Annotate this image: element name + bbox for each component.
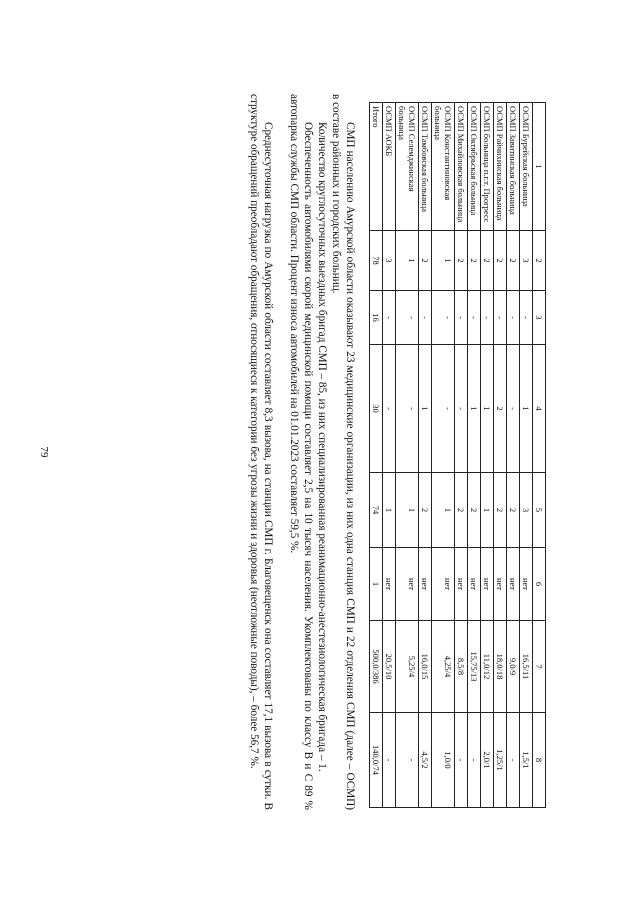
table-cell: 1,5/1 — [520, 713, 533, 808]
table-cell: нет — [468, 548, 481, 621]
table-cell: нет — [507, 548, 520, 621]
table-cell: 1 — [520, 345, 533, 473]
column-header: 5 — [533, 473, 546, 548]
table-cell: нет — [494, 548, 507, 621]
table-body — [370, 103, 533, 808]
table-cell: 2 — [507, 231, 520, 291]
column-header: 2 — [533, 231, 546, 291]
table-cell: 3 — [520, 231, 533, 291]
table-cell: 1 — [383, 473, 396, 548]
table-cell: - — [468, 291, 481, 345]
table-cell: 1 — [396, 231, 419, 291]
table-cell: 1 — [468, 345, 481, 473]
table-cell: - — [383, 291, 396, 345]
table-cell: - — [396, 291, 419, 345]
table-cell: 8,5/8 — [455, 621, 468, 713]
table-cell: - — [396, 713, 419, 808]
table-cell: 15,75/13 — [468, 621, 481, 713]
table-cell: нет — [383, 548, 396, 621]
table-cell-name: ОСМП Октябрьская больница — [468, 103, 481, 231]
table-cell: - — [455, 345, 468, 473]
paragraph: Количество круглосуточных выездных бригад СМП – 85, из них специализированная реанимационно-анестезиологическая бригада – 1. — [316, 122, 328, 772]
table-header-row — [533, 103, 546, 808]
table-cell: - — [481, 291, 494, 345]
table-cell: 4,5/2 — [419, 713, 432, 808]
table-cell: 1 — [481, 473, 494, 548]
table-row — [481, 103, 494, 808]
table-cell: - — [455, 291, 468, 345]
table-cell: 2 — [481, 231, 494, 291]
table-cell-name: ОСМП Михайловская больница — [455, 103, 468, 231]
table-cell: 74 — [370, 473, 383, 548]
table-cell: 2 — [468, 231, 481, 291]
table-cell: - — [520, 291, 533, 345]
body-text — [247, 94, 357, 810]
ambulance-stats-table — [369, 102, 546, 808]
table-cell: 500,0/386 — [370, 621, 383, 713]
table-cell: 2 — [455, 231, 468, 291]
table-cell: 1,0/0 — [432, 713, 455, 808]
table-cell: 1 — [432, 231, 455, 291]
table-cell: 1 — [370, 548, 383, 621]
table-cell: 140,0/74 — [370, 713, 383, 808]
page-number: 79 — [38, 446, 50, 458]
table-cell: - — [419, 291, 432, 345]
table-cell: 18,0/18 — [494, 621, 507, 713]
table-cell: - — [432, 291, 455, 345]
column-header: 4 — [533, 345, 546, 473]
table-cell-name: ОСМП Селемджинская больница — [396, 103, 419, 231]
table-cell: - — [507, 713, 520, 808]
table-row — [468, 103, 481, 808]
table-cell: 11,0/12 — [481, 621, 494, 713]
paragraph: Обеспеченность автомобилями скорой медицинской помощи составляет 2,5 на 10 тысяч населения. Укомплектованы по классу В и С 89 % автопарка службы СМП области. Процент износа автомобилей на 01.01.2023 составляет 59,5 %. — [288, 94, 314, 810]
table-cell: 3 — [383, 231, 396, 291]
table-cell: 2 — [419, 473, 432, 548]
table-cell-name: ОСМП Райчихинская больница — [494, 103, 507, 231]
table-cell: 9,0/9 — [507, 621, 520, 713]
table-cell: 30 — [370, 345, 383, 473]
table-cell: 1 — [432, 473, 455, 548]
table-cell: 2,0/1 — [481, 713, 494, 808]
table-row — [419, 103, 432, 808]
column-header: 8 — [533, 713, 546, 808]
table-row — [370, 103, 383, 808]
table-cell: - — [494, 291, 507, 345]
table-cell-name: ОСМП АОКБ — [383, 103, 396, 231]
table-cell: нет — [432, 548, 455, 621]
table-row — [520, 103, 533, 808]
table-cell: 2 — [455, 473, 468, 548]
table-cell-name: ОСМП больница п.г.т. Прогресс — [481, 103, 494, 231]
table-cell: - — [383, 345, 396, 473]
table-cell: 2 — [419, 231, 432, 291]
column-header: 1 — [533, 103, 546, 231]
table-cell: 1 — [481, 345, 494, 473]
table-cell: 2 — [494, 345, 507, 473]
table-cell: 78 — [370, 231, 383, 291]
table-cell: 1 — [419, 345, 432, 473]
table-row — [494, 103, 507, 808]
table-cell: - — [468, 713, 481, 808]
table-cell: 3 — [520, 473, 533, 548]
table-cell: нет — [419, 548, 432, 621]
table-cell: - — [432, 345, 455, 473]
table-cell-name: ОСМП Завитинская больница — [507, 103, 520, 231]
table-cell: нет — [481, 548, 494, 621]
table-cell-name: Итого — [370, 103, 383, 231]
table-cell-name: ОСМП Константиновская больница — [432, 103, 455, 231]
table-row — [432, 103, 455, 808]
table-cell: 5,25/4 — [396, 621, 419, 713]
table-cell: - — [396, 345, 419, 473]
table-cell: 2 — [494, 231, 507, 291]
table-cell: 16,0/15 — [419, 621, 432, 713]
paragraph: Среднесуточная нагрузка по Амурской области составляет 8,3 вызова, на станции СМП г. Благовещенск она составляет 17,1 вызова в сутки. В структуре обращений преобладают обращения, относящиеся к категории без угрозы жизни и здоровья (неотложные поводы), – более 56,7 %. — [248, 94, 274, 810]
table-cell: - — [507, 291, 520, 345]
table-row — [383, 103, 396, 808]
table-cell: 4,25/4 — [432, 621, 455, 713]
table-row — [396, 103, 419, 808]
table-cell: 16,5/11 — [520, 621, 533, 713]
table-row — [455, 103, 468, 808]
table-cell: 16 — [370, 291, 383, 345]
table-cell: 1 — [396, 473, 419, 548]
table-cell-name: ОСМП Бурейская больница — [520, 103, 533, 231]
table-cell: 2 — [507, 473, 520, 548]
table-cell: 2 — [468, 473, 481, 548]
table-cell: нет — [396, 548, 419, 621]
table-cell: 2 — [494, 473, 507, 548]
paragraph: СМП населению Амурской области оказывают 23 медицинские организации, из них одна станция СМП и 22 отделения СМП (далее – ОСМП) в составе районных и городских больниц. — [330, 94, 356, 810]
table-cell: - — [383, 713, 396, 808]
table-cell: нет — [455, 548, 468, 621]
column-header: 3 — [533, 291, 546, 345]
table-cell: 20,5/10 — [383, 621, 396, 713]
table-cell: - — [507, 345, 520, 473]
table-cell-name: ОСМП Тамбовская больница — [419, 103, 432, 231]
table-row — [507, 103, 520, 808]
table-cell: нет — [520, 548, 533, 621]
column-header: 6 — [533, 548, 546, 621]
table-cell: - — [455, 713, 468, 808]
column-header: 7 — [533, 621, 546, 713]
rotated-page-content — [90, 72, 550, 832]
table-cell: 1,25/1 — [494, 713, 507, 808]
